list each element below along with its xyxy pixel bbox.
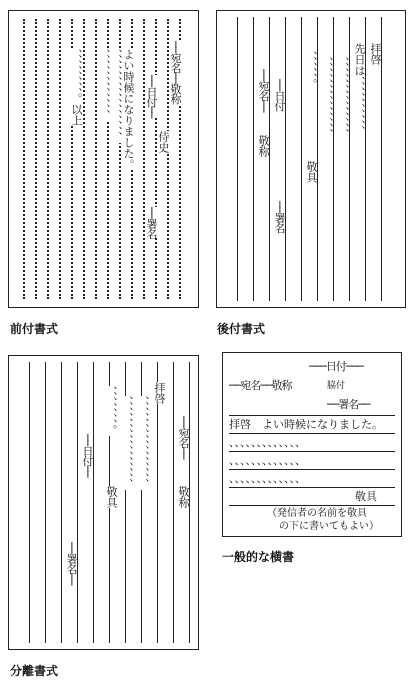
- note-line-1: （発信者の名前を敬具: [267, 508, 367, 519]
- panel-atozuke: [216, 10, 406, 308]
- signature-label: ──署名: [273, 201, 286, 233]
- atena-keisho: ──宛名──敬称: [229, 379, 292, 392]
- date-label: ───日付───: [309, 360, 363, 373]
- panel-bunri: [8, 355, 199, 650]
- jishi-label: 侍史: [157, 131, 170, 153]
- signature-label: ──署名──: [65, 542, 78, 585]
- keisho-label: 敬称: [177, 486, 190, 508]
- body-dots-2: 、、、、、、、、、、、、、、、、: [121, 396, 134, 490]
- body-dots-2: 、、、、、、、、、、、、: [98, 49, 111, 121]
- keigu-label: 敬具: [105, 486, 118, 508]
- date-label: ──日付: [273, 79, 286, 111]
- atena-label: ──宛名──: [257, 69, 270, 112]
- body-dots-2: 、、、、、、、、、、、、、: [229, 454, 306, 467]
- panel-maezuke: [8, 10, 199, 308]
- body-dots-2: 、、、、、、、、、、、、、、: [321, 57, 334, 140]
- keigu-label: 敬具: [305, 161, 318, 183]
- keigu-label: 敬具: [355, 490, 377, 503]
- signature-label: ──署名──: [327, 398, 370, 411]
- date-label: ──日付──: [81, 434, 94, 477]
- wakizuke-label: 脇付: [327, 381, 346, 391]
- caption-maezuke: 前付書式: [10, 322, 59, 336]
- closing-dots: 、、、、、、、。: [105, 386, 118, 436]
- closing-dots: 、、、、、。: [305, 51, 318, 90]
- opening-text: よい時候になりました。: [122, 49, 135, 170]
- opening-text: 先日は、、、、、、、、、、: [353, 43, 366, 137]
- caption-bunri: 分離書式: [10, 664, 59, 678]
- body-dots-1: 、、、、、、、、、、、、、: [229, 436, 306, 449]
- body-dots: 、、、、、、、、、、、、、、、、: [137, 396, 150, 490]
- note-line-2: の下に書いてもよい）: [279, 521, 379, 532]
- atena-label: ──宛名──: [177, 416, 190, 459]
- body-dots: 、、、、、、、、、、、、、、: [337, 57, 350, 140]
- signature-label: ──署名: [145, 207, 158, 239]
- caption-yokogaki: 一般的な横書: [222, 550, 295, 564]
- atena-keisho: ──宛名──敬称: [169, 41, 182, 104]
- date-label: ──日付──: [145, 75, 158, 118]
- haikei-label: 拝啓: [153, 382, 166, 404]
- caption-atozuke: 後付書式: [217, 322, 266, 336]
- closing-ijo: 、、、、、、、、。以上: [70, 49, 83, 126]
- keisho-label: 敬称: [257, 135, 270, 157]
- body-dots-3: 、、、、、、、、、、、、、: [229, 472, 306, 485]
- body-dots-1: 、、、、、、、、、、、、、、、、: [110, 49, 123, 143]
- haikei-label: 拝啓: [369, 43, 382, 65]
- haikei-line: 拝啓 よい時候になりました。: [229, 418, 383, 431]
- panel-yokogaki: [222, 352, 402, 537]
